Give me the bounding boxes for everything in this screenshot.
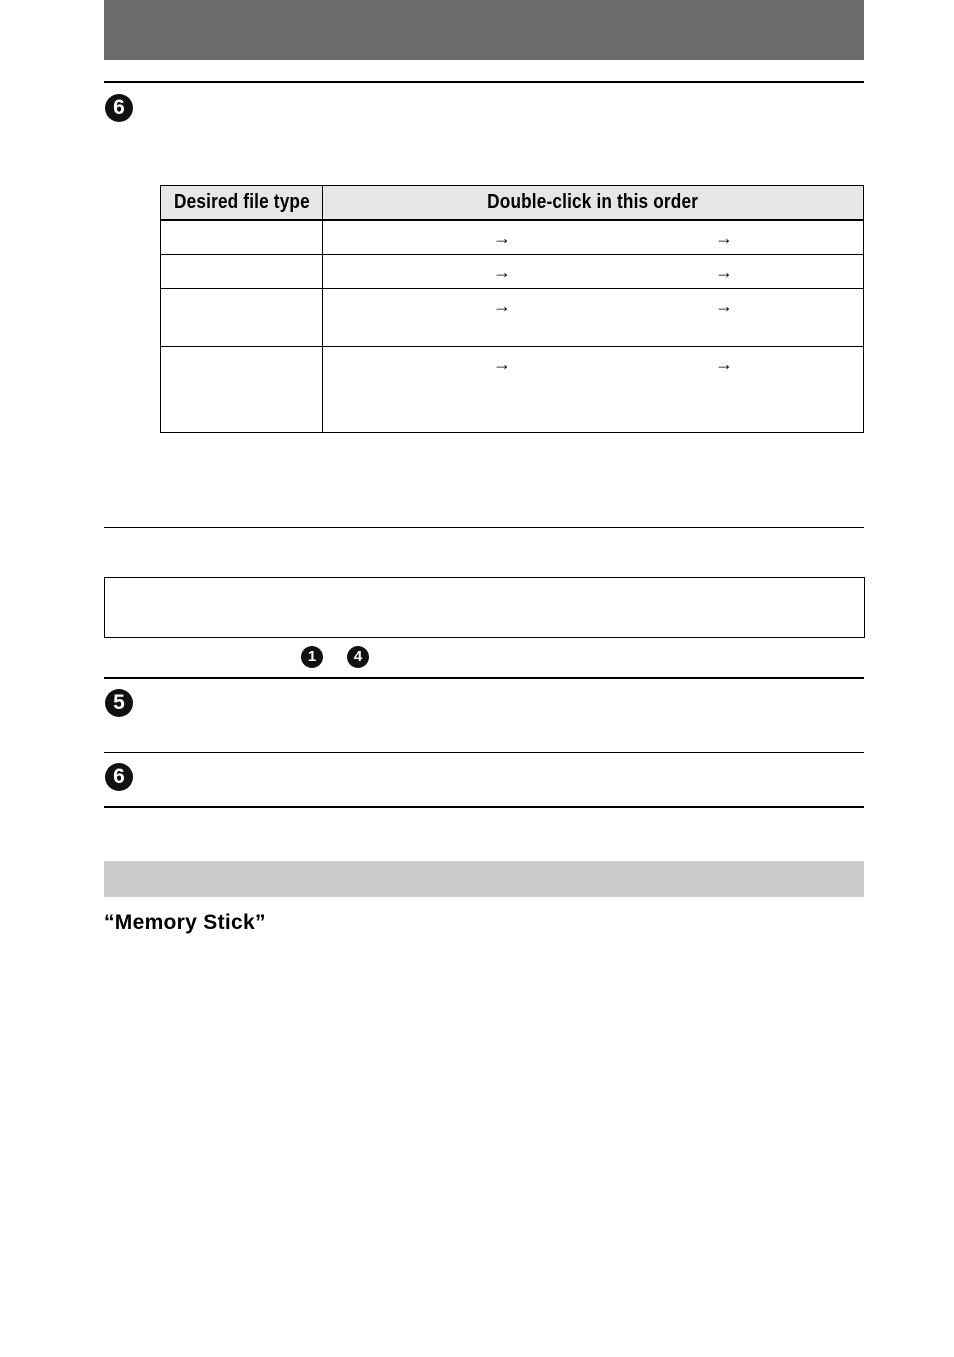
- arrow-right-icon: →: [715, 353, 733, 374]
- top-rule: [104, 81, 864, 83]
- step-ref-4-badge: 4: [347, 646, 369, 668]
- step-6-badge: 6: [105, 94, 133, 122]
- section-header-band: [104, 0, 864, 60]
- order-cell: [323, 254, 864, 288]
- arrow-right-icon: →: [715, 228, 733, 248]
- order-cell: [323, 220, 864, 254]
- arrow-right-icon: →: [493, 228, 511, 248]
- step-6b-badge: 6: [105, 763, 133, 791]
- order-cell: [323, 288, 864, 346]
- header-double-click-order: Double-click in this order: [323, 186, 864, 221]
- step-5-badge: 5: [105, 689, 133, 717]
- arrow-right-icon: →: [715, 261, 733, 282]
- header-desired-file-type: Desired file type: [161, 186, 323, 221]
- memory-stick-heading: “Memory Stick”: [104, 911, 266, 934]
- order-cell: [323, 346, 864, 432]
- subsection-header-band: [104, 861, 864, 897]
- steps-bottom-rule: [104, 806, 864, 808]
- table-row: [161, 288, 864, 346]
- note-box: [104, 577, 865, 638]
- table-row: [161, 346, 864, 432]
- step-6-top-rule: [104, 752, 864, 753]
- file-type-table: [160, 185, 864, 433]
- file-type-cell: [161, 346, 323, 432]
- file-type-cell: [161, 220, 323, 254]
- file-type-cell: [161, 288, 323, 346]
- step-5-top-rule: [104, 677, 864, 679]
- table-row: [161, 254, 864, 288]
- table-row: [161, 220, 864, 254]
- section-divider: [104, 527, 864, 528]
- arrow-right-icon: →: [493, 261, 511, 282]
- arrow-right-icon: →: [493, 295, 511, 316]
- table-header-row: [161, 186, 864, 221]
- arrow-right-icon: →: [715, 295, 733, 316]
- arrow-right-icon: →: [493, 353, 511, 374]
- file-type-cell: [161, 254, 323, 288]
- step-ref-1-badge: 1: [301, 646, 323, 668]
